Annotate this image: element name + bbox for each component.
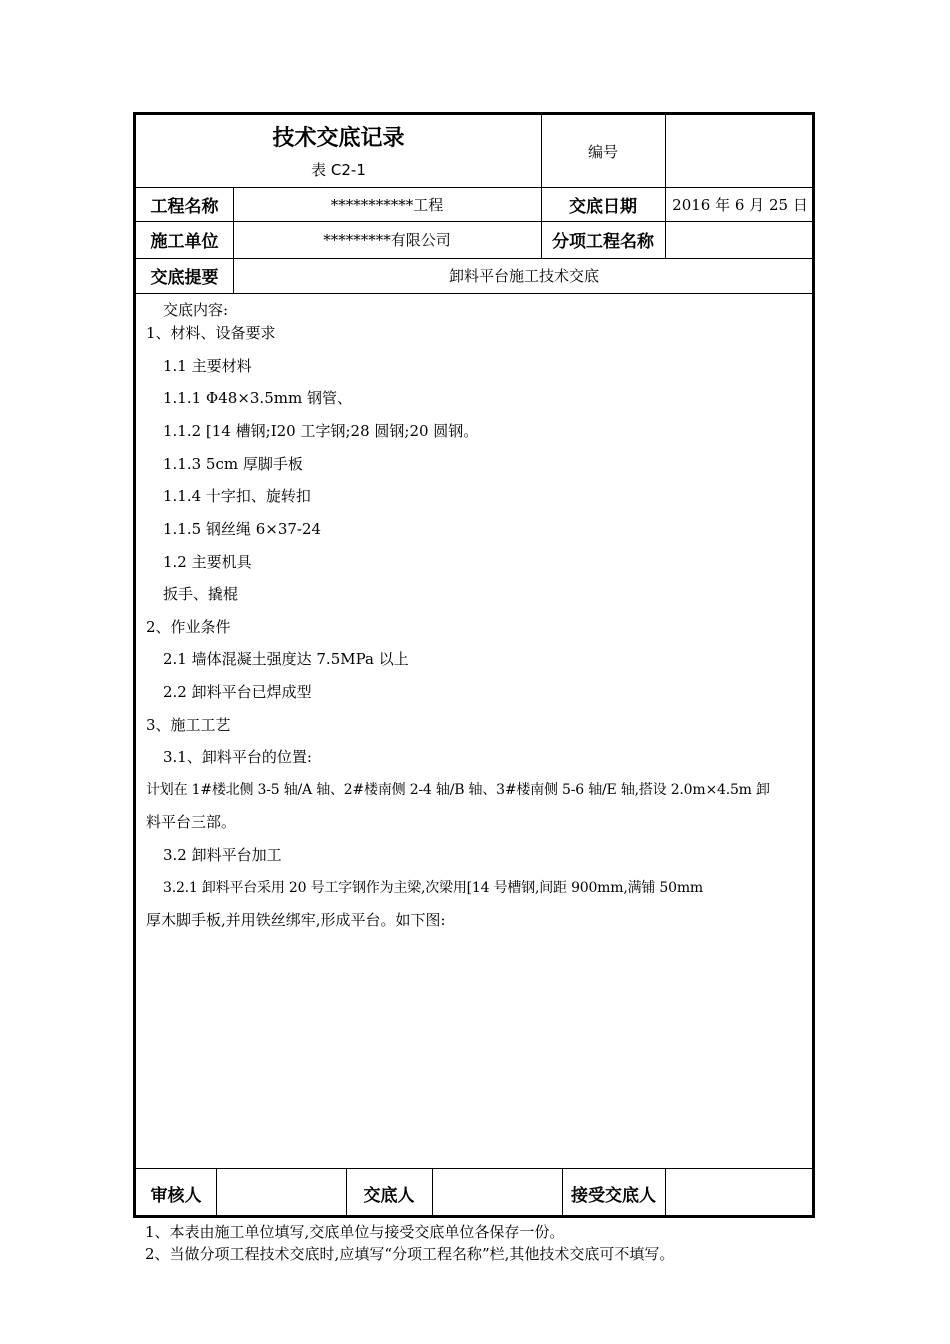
project-name-value: ***********工程 (330, 195, 444, 214)
content-line: 1.1.5 钢丝绳 6×37-24 (163, 520, 322, 538)
number-label-cell (541, 115, 665, 187)
unit-label: 施工单位 (150, 232, 219, 252)
content-line: 厚木脚手板,并用铁丝绑牢,形成平台。如下图: (146, 911, 446, 929)
content-line: 3、施工工艺 (146, 716, 231, 734)
content-line: 1.1 主要材料 (163, 357, 252, 375)
title-cell (136, 117, 541, 155)
summary-label-cell (136, 258, 233, 293)
discloser-label: 交底人 (363, 1185, 415, 1206)
footnote: 1、本表由施工单位填写,交底单位与接受交底单位各保存一份。 (145, 1223, 565, 1241)
content-line: 1.2 主要机具 (163, 553, 252, 571)
summary-value-cell[interactable] (233, 258, 815, 293)
number-label: 编号 (587, 142, 618, 161)
content-line: 1、材料、设备要求 (146, 324, 276, 342)
receiver-signature-field[interactable] (665, 1168, 815, 1218)
number-value-cell[interactable] (665, 115, 815, 187)
reviewer-label: 审核人 (150, 1185, 202, 1206)
form-code-cell (136, 155, 541, 183)
reviewer-label-cell (136, 1168, 216, 1218)
content-line: 1.1.2 [14 槽钢;I20 工字钢;28 圆钢;20 圆钢。 (163, 422, 479, 440)
content-line: 料平台三部。 (146, 813, 237, 831)
content-line: 1.1.3 5cm 厚脚手板 (163, 455, 303, 473)
unit-label-cell (136, 221, 233, 258)
content-line: 1.1.1 Φ48×3.5mm 钢管、 (163, 389, 352, 407)
sub-project-label-cell (541, 221, 665, 258)
date-label: 交底日期 (569, 196, 637, 217)
date-value-cell[interactable] (665, 187, 815, 221)
content-line: 3.2.1 卸料平台采用 20 号工字钢作为主梁,次梁用[14 号槽钢,间距 900mm,满铺 50mm (163, 880, 704, 896)
disclosure-record-table (133, 112, 815, 1218)
content-line: 2.2 卸料平台已焊成型 (163, 683, 312, 701)
reviewer-signature-field[interactable] (216, 1168, 346, 1218)
unit-value-cell[interactable] (233, 221, 541, 258)
form-code: 表 C2-1 (311, 160, 366, 179)
sub-project-label: 分项工程名称 (552, 232, 654, 252)
content-line: 扳手、撬棍 (163, 585, 239, 603)
date-label-cell (541, 187, 665, 221)
unit-value: *********有限公司 (323, 231, 451, 249)
content-line: 3.1、卸料平台的位置: (163, 748, 312, 766)
project-name-label: 工程名称 (150, 196, 219, 217)
content-line: 交底内容: (163, 301, 229, 319)
row-divider (136, 293, 812, 294)
project-name-label-cell (136, 187, 233, 221)
receiver-label-cell (562, 1168, 665, 1218)
content-line: 1.1.4 十字扣、旋转扣 (163, 487, 311, 505)
discloser-signature-field[interactable] (432, 1168, 562, 1218)
summary-value: 卸料平台施工技术交底 (448, 267, 599, 285)
disclosure-content[interactable] (136, 295, 812, 1169)
summary-label: 交底提要 (150, 268, 219, 288)
footnote: 2、当做分项工程技术交底时,应填写“分项工程名称”栏,其他技术交底可不填写。 (145, 1245, 675, 1263)
sub-project-value-cell[interactable] (665, 221, 815, 258)
project-name-value-cell[interactable] (233, 187, 541, 221)
content-line: 计划在 1#楼北侧 3-5 轴/A 轴、2#楼南侧 2-4 轴/B 轴、3#楼南侧 5-6 轴/E 轴,搭设 2.0m×4.5m 卸 (146, 782, 770, 798)
content-line: 2、作业条件 (146, 618, 231, 636)
content-line: 2.1 墙体混凝土强度达 7.5MPa 以上 (163, 650, 409, 668)
page-title: 技术交底记录 (272, 125, 405, 151)
receiver-label: 接受交底人 (571, 1185, 656, 1206)
discloser-label-cell (346, 1168, 432, 1218)
date-value: 2016 年 6 月 25 日 (672, 195, 808, 214)
content-line: 3.2 卸料平台加工 (163, 846, 282, 864)
